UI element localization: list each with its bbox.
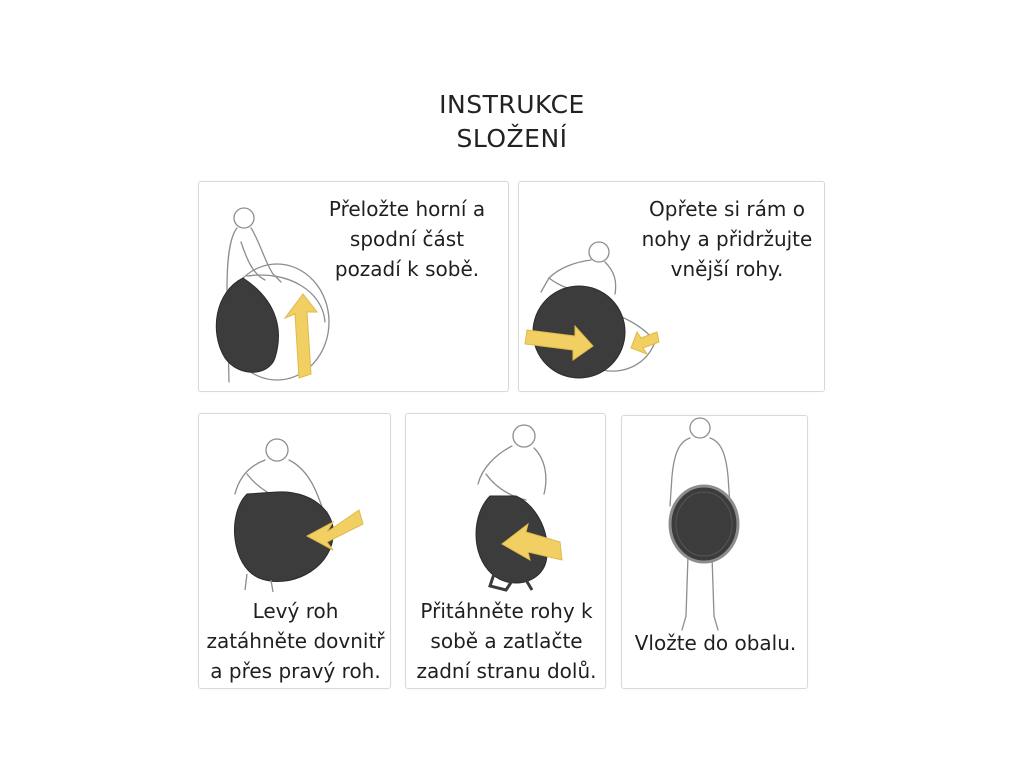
step-3-line-2: zatáhněte dovnitř <box>206 629 385 653</box>
step-panel-5 <box>621 415 808 689</box>
step-1-line-2: spodní část <box>349 227 465 251</box>
step-5-line-1: Vložte do obalu. <box>634 631 797 655</box>
step-panel-3 <box>198 413 391 689</box>
step-4-line-3: zadní stranu dolů. <box>416 659 597 683</box>
step-3-caption <box>199 596 392 686</box>
step-panel-1 <box>198 181 509 392</box>
step-1-line-1: Přeložte horní a <box>328 197 486 221</box>
step-1-caption <box>307 194 507 284</box>
step-2-line-3: vnější rohy. <box>670 257 784 281</box>
step-4-line-2: sobě a zatlačte <box>430 629 583 653</box>
instructions-title <box>312 88 712 156</box>
step-4-caption <box>406 596 607 686</box>
title-line-1: INSTRUKCE <box>439 90 585 119</box>
step-3-line-1: Levý roh <box>252 599 339 623</box>
step-panel-4 <box>405 413 606 689</box>
step-2-line-2: nohy a přidržujte <box>641 227 813 251</box>
step-1-line-3: pozadí k sobě. <box>334 257 480 281</box>
step-2-caption <box>631 194 823 284</box>
step-2-line-1: Opřete si rám o <box>649 197 805 221</box>
step-4-line-1: Přitáhněte rohy k <box>420 599 593 623</box>
step-5-caption <box>622 628 809 658</box>
step-3-line-3: a přes pravý roh. <box>210 659 381 683</box>
title-line-2: SLOŽENÍ <box>456 124 568 153</box>
step-panel-2 <box>518 181 825 392</box>
